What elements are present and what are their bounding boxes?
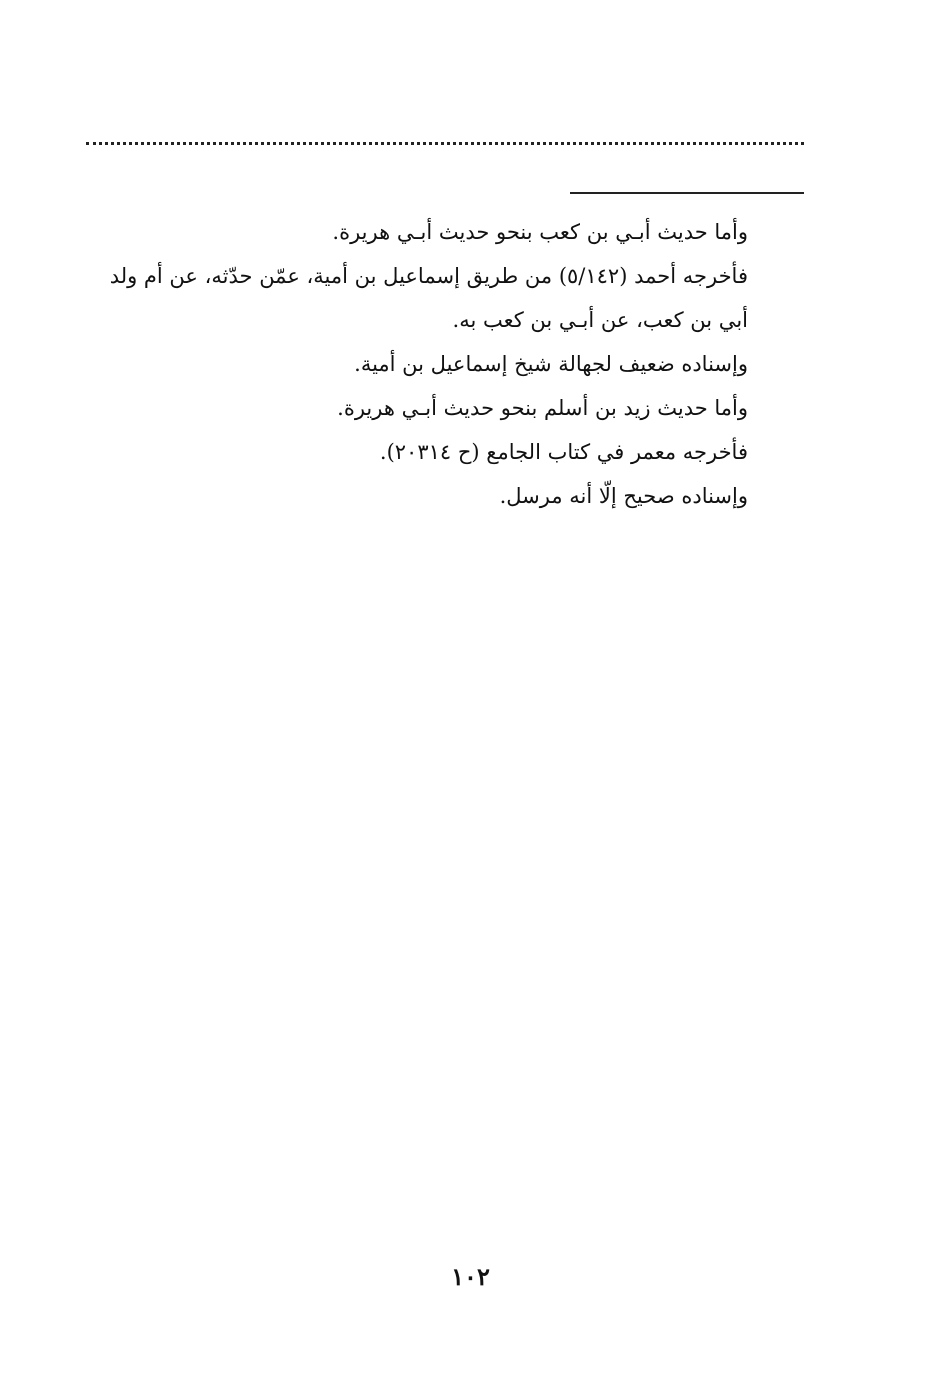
footnote-paragraph: فأخرجه أحمد (٥/١٤٢) من طريق إسماعيل بن أمية، عمّن حدّثه، عن أم ولد أبي بن كعب، عن أبـي بن كعب به. <box>109 264 748 332</box>
page-number: ١٠٢ <box>451 1262 490 1291</box>
footnote-separator-line <box>570 192 804 194</box>
footnote-paragraph: فأخرجه معمر في كتاب الجامع (ح ٢٠٣١٤). <box>379 440 748 464</box>
footnote-paragraph: وإسناده ضعيف لجهالة شيخ إسماعيل بن أمية. <box>354 352 748 376</box>
footnote-paragraph: وأما حديث زيد بن أسلم بنحو حديث أبـي هريرة. <box>337 396 748 420</box>
footnotes-block <box>74 210 806 518</box>
dotted-separator <box>86 142 804 145</box>
footnote-paragraph: وأما حديث أبـي بن كعب بنحو حديث أبـي هريرة. <box>332 220 748 244</box>
footnote-paragraph: وإسناده صحيح إلّا أنه مرسل. <box>499 484 748 508</box>
